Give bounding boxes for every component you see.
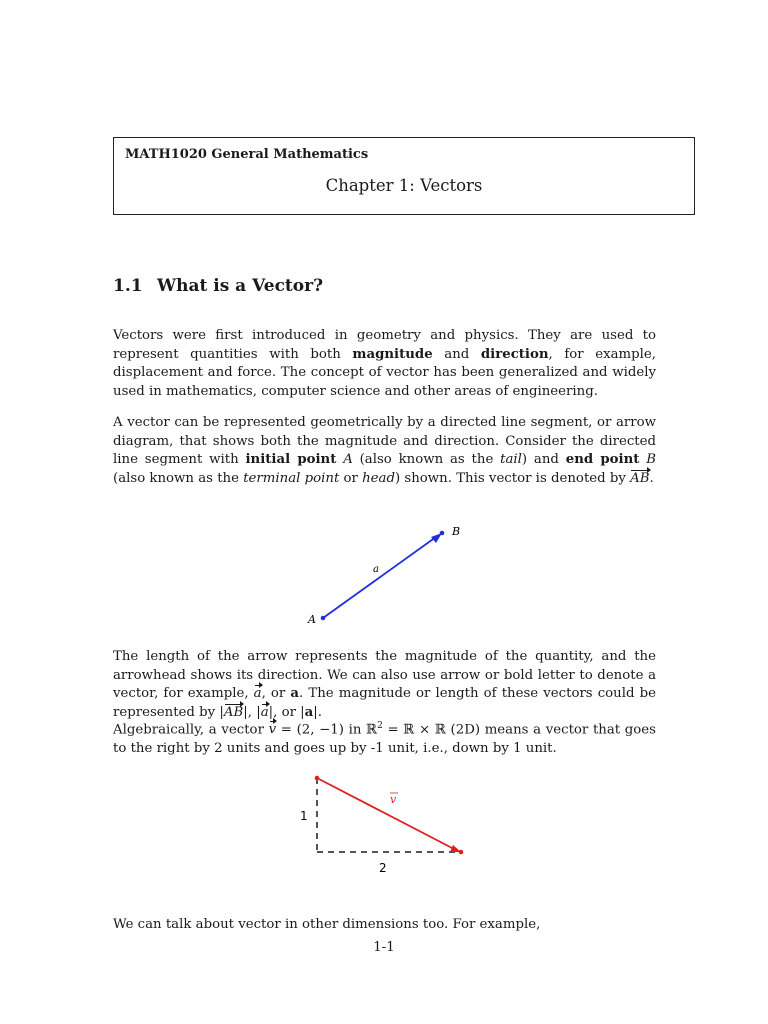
text: |, | [243,704,261,720]
italic-term: terminal point [243,470,340,486]
text: , or [261,686,291,701]
vector-notation: AB [224,704,243,723]
section-heading [113,276,323,296]
label-a: a [373,564,379,575]
text: |, or | [268,704,305,720]
vector-notation: AB [630,470,649,489]
course-title: MATH1020 General Mathematics [125,147,369,162]
paragraph-algebraic [113,717,656,758]
vector-v-line [317,778,454,849]
text: ) shown. This vector is denoted by [394,470,631,486]
paragraph-magnitude [113,648,656,722]
paragraph-dimensions: We can talk about vector in other dimensions too. For example, [113,917,541,932]
bold-term: initial point [245,452,337,467]
bold-vector: a [304,704,314,720]
label-B: B [452,525,461,538]
text: (also known as the [352,452,501,467]
text: A vector can be represented geometrically by a directed line segment, or arrow diagram, that shows both the magnitude and direction. Consider the directed line segment with [113,415,656,467]
paragraph-geometric [113,414,656,488]
vector-v-figure [290,768,480,880]
label-1: 1 [300,809,308,823]
text: |. [313,704,322,720]
superscript: 2 [377,721,383,731]
bold-term: direction [480,346,549,362]
vector-notation: v [269,721,277,740]
text: , for example, displacement and force. The concept of vector has been generalized and widely used in mathematics, computer science and other areas of engineering. [113,346,656,399]
math-symbol: A [343,452,353,467]
tail-point [315,776,320,781]
label-A: A [308,613,316,626]
text: . [649,470,654,486]
head-point [459,850,464,855]
bold-term: magnitude [352,346,433,362]
text: (also known as the [113,470,244,486]
section-number: 1.1 [113,276,143,296]
text: = (2, −1) in ℝ [276,722,378,738]
text: Vectors were first introduced in geometry and physics. They are used to represent quantities with both [113,328,656,362]
text: Algebraically, a vector [113,722,269,738]
text: The length of the arrow represents the magnitude of the quantity, and the arrowhead shows its direction. We can also use arrow or bold letter to denote a vector, for example, [113,649,656,701]
vector-ab-line [323,537,436,618]
page-number: 1-1 [373,940,395,955]
header-box [113,137,695,215]
paragraph-intro [113,327,656,401]
bold-vector: a [290,686,300,701]
text: or [339,470,363,486]
label-v: v [390,793,397,806]
chapter-title: Chapter 1: Vectors [325,176,483,195]
italic-term: tail [500,452,522,467]
text: and [432,346,481,362]
text: . The magnitude or length of these vectors could be represented by | [113,686,656,720]
text: = ℝ × ℝ (2D) means a vector that goes to the right by 2 units and goes up by -1 unit, i.e., down by 1 unit. [113,722,656,756]
tail-point [321,616,326,621]
vector-ab-figure [290,515,490,635]
vector-notation: a [254,685,262,704]
head-point [440,531,445,536]
text: ) and [521,452,566,467]
vector-notation: a [261,704,269,723]
math-symbol: B [646,452,656,467]
label-2: 2 [379,861,387,875]
section-title: What is a Vector? [157,276,324,296]
italic-term: head [362,470,395,486]
bold-term: end point [565,452,640,467]
